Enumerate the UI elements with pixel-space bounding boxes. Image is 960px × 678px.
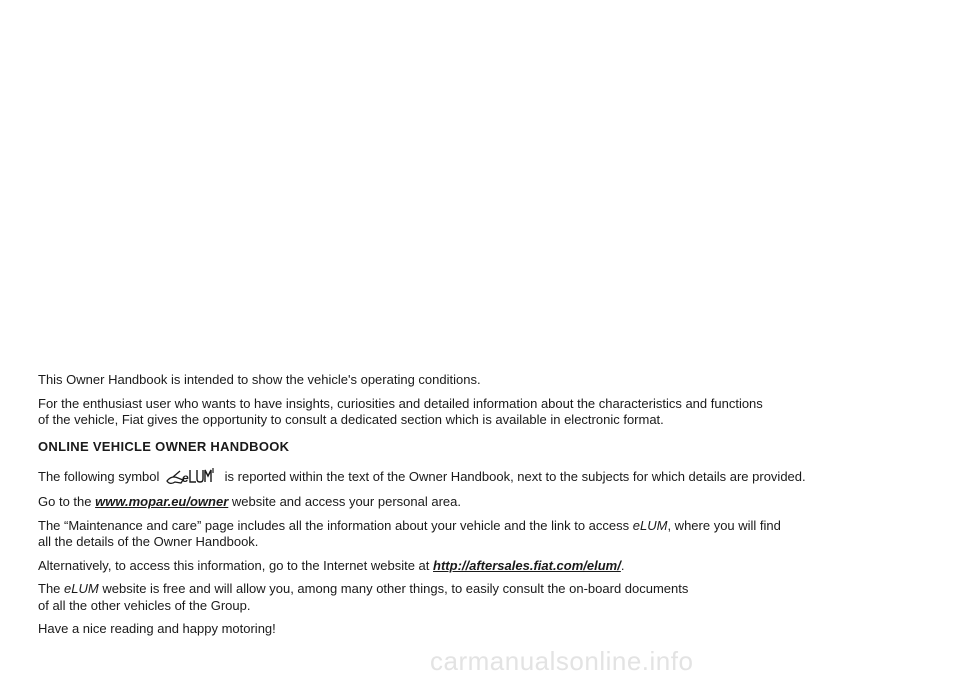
maintenance-paragraph [38,518,928,551]
maintenance-text-1: The “Maintenance and care” page includes all the information about your vehicle and the link to access [38,517,630,533]
aftersales-link[interactable]: http://aftersales.fiat.com/elum/ [433,557,621,573]
elum-term: eLUM [632,517,668,533]
maintenance-text-2: , where you will find [667,517,781,533]
symbol-text-after: is reported within the text of the Owner Handbook, next to the subjects for which details are provided. [224,469,806,484]
elum-term-2: eLUM [64,581,99,596]
goto-text-after: website and access your personal area. [231,494,461,509]
goto-text-before: Go to the [38,494,92,509]
goto-paragraph [38,494,928,511]
closing-paragraph: Have a nice reading and happy motoring! [38,621,276,636]
elum-free-paragraph [38,581,928,614]
intro-paragraph: This Owner Handbook is intended to show the vehicle's operating conditions. [38,372,481,387]
elum-free-the: The [38,581,61,596]
handbook-intro [38,372,928,645]
alternative-text-after: . [620,557,625,573]
elum-hand-icon [165,467,217,487]
alternative-paragraph [38,558,928,575]
watermark: carmanualsonline.info [430,646,694,676]
enthusiast-line-1: For the enthusiast user who wants to have insights, curiosities and detailed information about the characteristics and functions [38,395,763,411]
section-heading: ONLINE VEHICLE OWNER HANDBOOK [38,438,290,454]
maintenance-line-2: all the details of the Owner Handbook. [38,534,259,549]
alternative-text-before: Alternatively, to access this information, go to the Internet website at [38,557,430,573]
elum-free-line-2: of all the other vehicles of the Group. [38,597,251,613]
svg-text:e: e [182,471,189,485]
mopar-owner-link[interactable]: www.mopar.eu/owner [95,494,229,509]
symbol-paragraph [38,467,928,487]
elum-free-text: website is free and will allow you, among many other things, to easily consult the on-board documents [102,581,689,596]
symbol-text-before: The following symbol [38,469,160,484]
enthusiast-paragraph [38,396,928,429]
enthusiast-line-2: of the vehicle, Fiat gives the opportunity to consult a dedicated section which is available in electronic format. [38,412,664,427]
